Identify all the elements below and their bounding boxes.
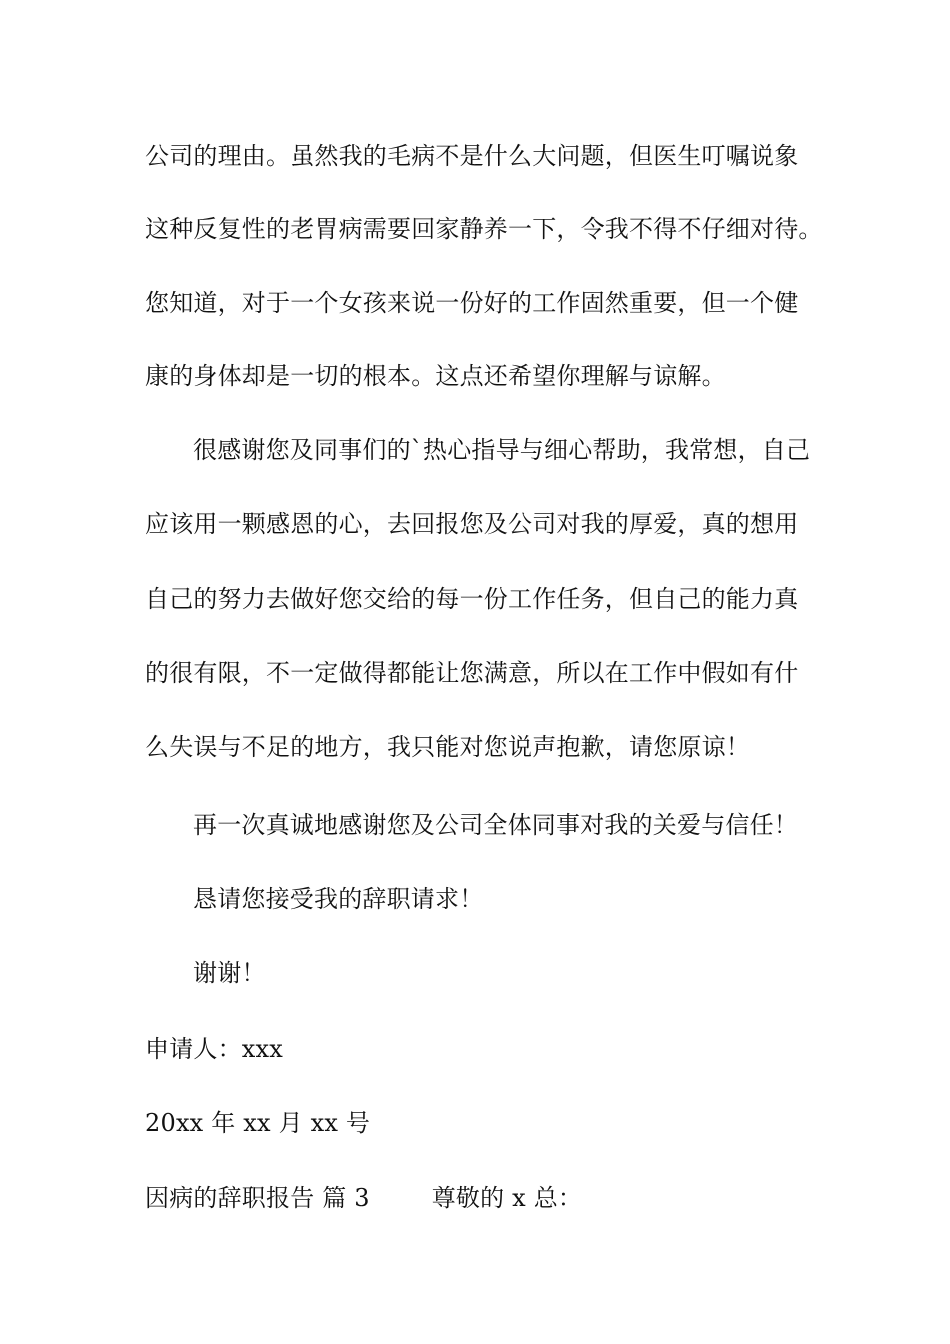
body-line-7: 自己的努力去做好您交给的每一份工作任务，但自己的能力真 — [145, 585, 799, 613]
body-line-9: 么失误与不足的地方，我只能对您说声抱歉，请您原谅！ — [145, 733, 750, 761]
body-line-1: 公司的理由。虽然我的毛病不是什么大问题，但医生叮嘱说象 — [145, 142, 799, 170]
thanks-line: 谢谢！ — [193, 959, 266, 987]
body-line-8: 的很有限，不一定做得都能让您满意，所以在工作中假如有什 — [145, 659, 799, 687]
body-line-3: 您知道，对于一个女孩来说一份好的工作固然重要，但一个健 — [145, 289, 799, 317]
applicant-line: 申请人：xxx — [145, 1035, 284, 1063]
date-line: 20xx 年 xx 月 xx 号 — [145, 1109, 371, 1137]
section-heading-line — [145, 1183, 582, 1213]
body-line-4: 康的身体却是一切的根本。这点还希望你理解与谅解。 — [145, 362, 726, 390]
body-line-6: 应该用一颗感恩的心，去回报您及公司对我的厚爱，真的想用 — [145, 510, 799, 538]
section-heading-title: 因病的辞职报告 篇 3 — [145, 1184, 370, 1212]
section-heading-salutation: 尊敬的 x 总： — [431, 1184, 583, 1212]
body-line-10: 再一次真诚地感谢您及公司全体同事对我的关爱与信任！ — [193, 811, 798, 839]
body-line-2: 这种反复性的老胃病需要回家静养一下，令我不得不仔细对待。 — [145, 215, 823, 243]
body-line-11: 恳请您接受我的辞职请求！ — [193, 885, 484, 913]
body-line-5: 很感谢您及同事们的`热心指导与细心帮助，我常想，自己 — [193, 436, 811, 464]
